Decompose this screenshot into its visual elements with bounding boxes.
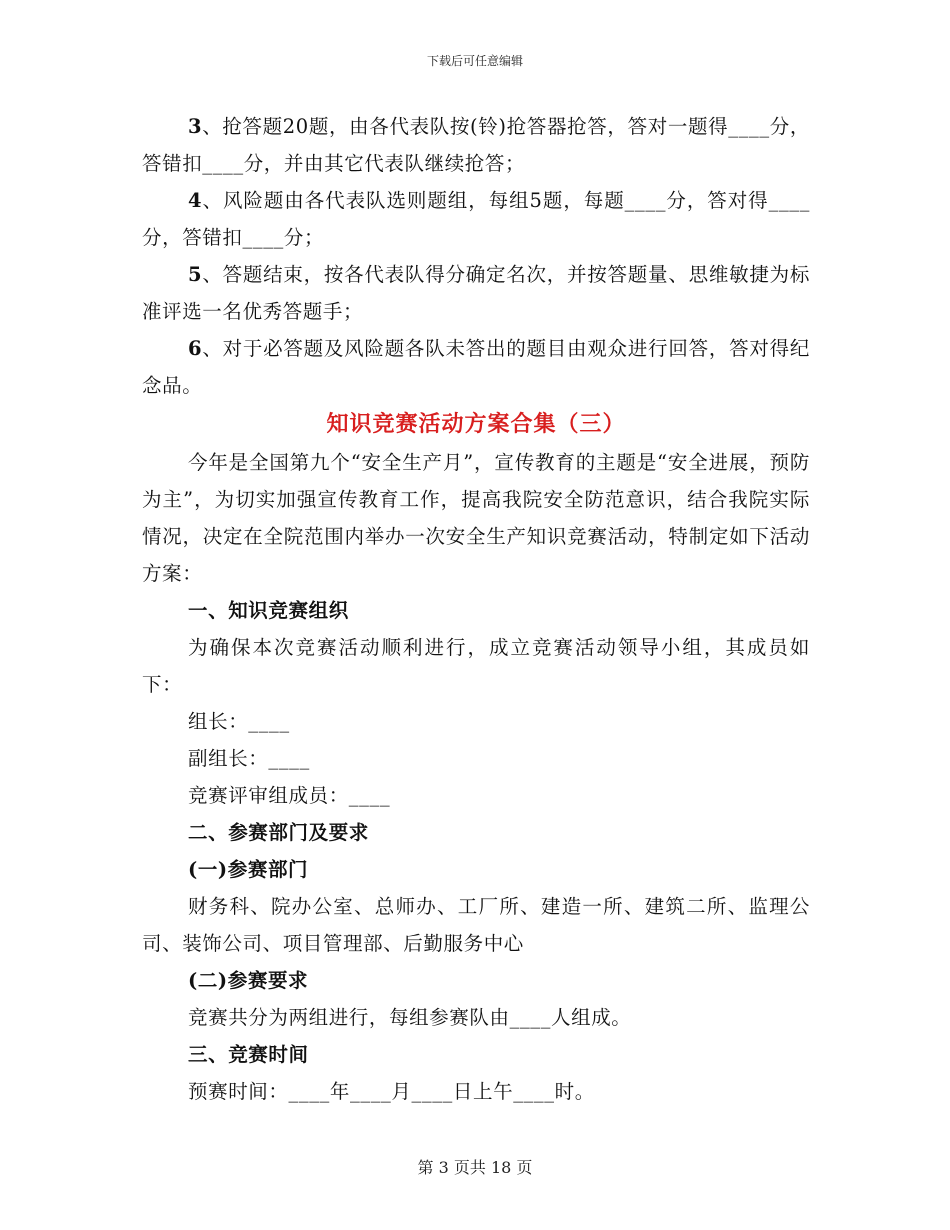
leader-line: 组长：____ [188, 710, 290, 733]
page-footer: 第 3 页共 18 页 [417, 1158, 533, 1177]
list-item [142, 108, 810, 182]
requirements-paragraph: 竞赛共分为两组进行，每组参赛队由____人组成。 [188, 1006, 632, 1029]
item-text: 、对于必答题及风险题各队未答出的题目由观众进行回答，答对得纪念品。 [142, 337, 810, 397]
item-number: 5 [188, 263, 203, 286]
organization-paragraph: 为确保本次竞赛活动顺利进行，成立竞赛活动领导小组，其成员如下： [142, 636, 810, 696]
vice-leader-line: 副组长：____ [188, 747, 310, 770]
list-item [142, 330, 810, 404]
section-heading-departments: 二、参赛部门及要求 [188, 821, 369, 844]
item-text: 、抢答题20题，由各代表队按(铃)抢答器抢答，答对一题得____分，答错扣____分，并由其它代表队继续抢答； [142, 115, 810, 175]
item-number: 6 [188, 337, 203, 360]
subheading-departments: (一)参赛部门 [188, 858, 309, 881]
intro-paragraph: 今年是全国第九个“安全生产月”，宣传教育的主题是“安全进展，预防为主”，为切实加强宣传教育工作，提高我院安全防范意识，结合我院实际情况，决定在全院范围内举办一次安全生产知识竞赛活动，特制定如下活动方案： [142, 451, 810, 585]
item-number: 3 [188, 115, 203, 138]
item-text: 、风险题由各代表队选则题组，每组5题，每题____分，答对得____分，答错扣____分； [142, 189, 810, 249]
list-item [142, 182, 810, 256]
section-heading-organization: 一、知识竞赛组织 [188, 599, 349, 622]
section-heading-time: 三、竞赛时间 [188, 1043, 309, 1066]
item-number: 4 [188, 189, 203, 212]
document-body [142, 108, 810, 1110]
item-text: 、答题结束，按各代表队得分确定名次，并按答题量、思维敏捷为标准评选一名优秀答题手； [142, 263, 810, 323]
departments-paragraph: 财务科、院办公室、总师办、工厂所、建造一所、建筑二所、监理公司、装饰公司、项目管理部、后勤服务中心 [142, 895, 810, 955]
subheading-requirements: (二)参赛要求 [188, 969, 309, 992]
prelim-time-line: 预赛时间：____年____月____日上午____时。 [188, 1080, 595, 1103]
page-header: 下载后可任意编辑 [426, 54, 523, 68]
list-item [142, 256, 810, 330]
judges-line: 竞赛评审组成员：____ [188, 784, 391, 807]
document-title: 知识竞赛活动方案合集（三） [326, 411, 626, 437]
